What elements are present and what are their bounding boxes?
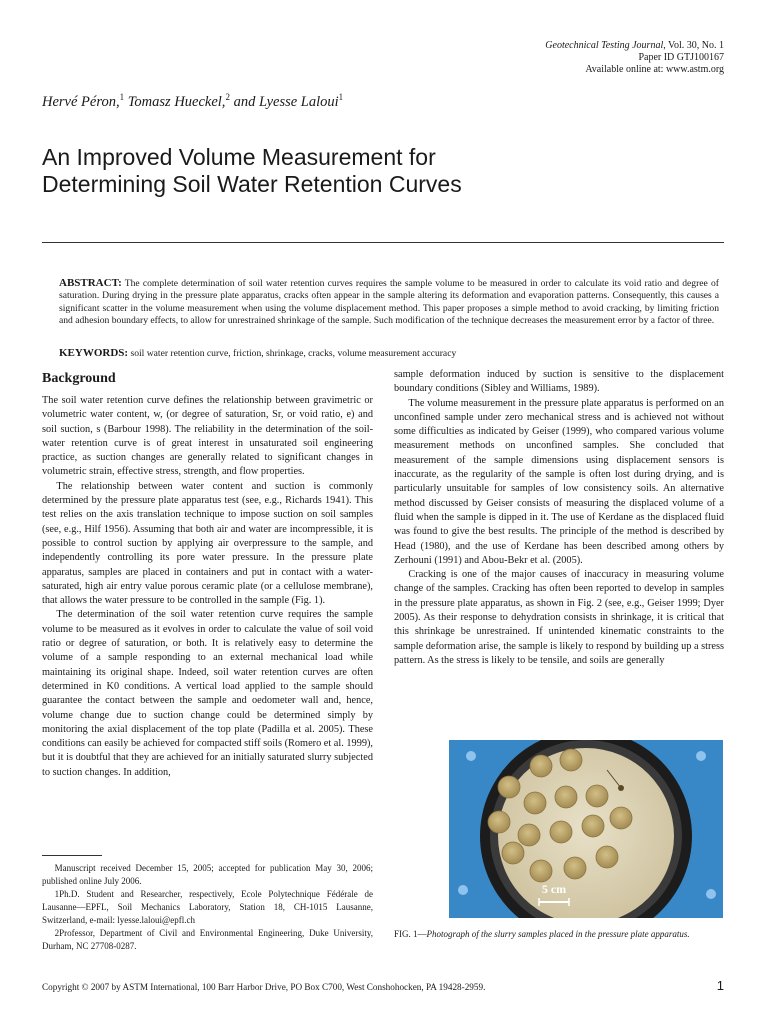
figure-caption — [394, 929, 724, 940]
body-paragraph: The determination of the soil water retention curve requires the sample volume to be measured as it evolves in order to calculate the value of soil void ratio or degree of saturation, or both. It is relatively easy to determine the volume of a sample responding to an external mechanical load while maintaining its original shape. Indeed, soil water retention curves are often determined in K0 conditions. A vertical load applied to the sample should guarantee the contact between the sample and oedometer wall and, hence, volume change due to suction change could be determined simply by monitoring the axial displacement of the top plate (Padilla et al. 2005). These conditions can easily be achieved for compacted stiff soils (Romero et al. 1999), but it is doubtful that they are achieved for an initially saturated slurry subjected to suction changes. In addition, — [42, 609, 373, 778]
pressure-plate-photo — [449, 740, 723, 918]
author-affiliation-mark: 2 — [225, 92, 230, 102]
title-divider — [42, 242, 724, 243]
journal-header — [545, 40, 724, 76]
figure-caption-text: Photograph of the slurry samples placed in the pressure plate apparatus. — [426, 929, 690, 939]
author-laloui: and Lyesse Laloui — [229, 93, 339, 110]
figure-caption-label: FIG. 1— — [394, 929, 427, 939]
body-column-right — [394, 368, 724, 668]
author-affiliation-mark: 1 — [338, 92, 344, 102]
abstract — [59, 277, 719, 328]
figure-1-photo — [449, 740, 723, 918]
section-heading: Background — [42, 371, 116, 386]
copyright-notice: Copyright © 2007 by ASTM International, 100 Barr Harbor Drive, PO Box C700, West Conshohocken, PA 19428-2959. — [42, 982, 486, 992]
footnote-divider — [42, 855, 102, 856]
journal-volume: , Vol. 30, No. 1 — [663, 40, 724, 51]
journal-citation — [545, 40, 724, 52]
body-paragraph: The relationship between water content and suction is commonly determined by the pressure plate apparatus test (see, e.g., Richards 1941). This test relies on the axis translation technique to impose suction on soil samples (see, e.g., Hilf 1956). Assuming that both air and water are incompressible, it is possible to control suction by applying air overpressure to the sample, and independently controlling its pore water pressure. In the pressure plate apparatus, samples are placed in containers and put in contact with a water-saturated, high air entry value porous ceramic plate (or a cellulose membrane), that allows the water pressure to be controlled in the sample (Fig. 1). — [42, 480, 373, 607]
abstract-text: The complete determination of soil water retention curves requires the sample volume to be measured in order to calculate its void ratio and degree of saturation. During drying in the pressure plate apparatus, cracks often appear in the sample altering its deformation and evaporation patterns. Consequently, this causes a significant scatter in the volume measurement when using the volume displacement method. This paper proposes a simple method to avoid cracking, by limiting friction and adhesion boundary effects, to allow for unrestrained shrinkage of the sample. Such modification of the technique decreases the measurement error by a factor of three. — [59, 278, 719, 327]
abstract-label: ABSTRACT: — [59, 277, 122, 289]
paper-title — [42, 144, 642, 198]
availability-note: Available online at: www.astm.org — [585, 64, 724, 75]
journal-name: Geotechnical Testing Journal — [545, 40, 664, 51]
footnote-affiliation-1: 1Ph.D. Student and Researcher, respectively, Ecole Polytechnique Fédérale de Lausanne—EPFL, Soil Mechanics Laboratory, Station 18, CH-1015 Lausanne, Switzerland, e-mail: lyesse.laloui@epfl.ch — [42, 889, 373, 925]
keywords-label: KEYWORDS: — [59, 347, 129, 359]
keywords-text: soil water retention curve, friction, shrinkage, cracks, volume measurement accuracy — [128, 348, 457, 359]
paper-id: Paper ID GTJ100167 — [638, 52, 724, 63]
author-hueckel: Tomasz Hueckel, — [124, 93, 226, 110]
author-affiliation-mark: 1 — [119, 92, 125, 102]
author-peron: Hervé Péron, — [42, 93, 120, 110]
body-paragraph: The soil water retention curve defines the relationship between gravimetric or volumetric water content, w, (or degree of saturation, Sr, or void ratio, e) and soil suction, s (Barbour 1998). The reliability in the determination of the soil-water retention curve is of great interest in unsaturated soil engineering practice, as suction changes are generally related to significant changes in volumetric strain, effective stress, strength, and flow properties. — [42, 395, 373, 478]
body-paragraph: Cracking is one of the major causes of inaccuracy in measuring volume change of the samples. Cracking has often been reported to develop in samples in the pressure plate apparatus, as shown in Fig. 2 (see, e.g., Geiser 1999; Dyer 2005). As their response to dehydration consists in shrinkage, it is critical that this shrinkage be unrestrained. If unintended kinematic constraints to the sample deformation arise, the sample is likely to respond by building up a stress pattern. As the stress is likely to be tensile, and soils are generally — [394, 569, 725, 666]
body-column-left — [42, 368, 373, 780]
body-paragraph: The volume measurement in the pressure plate apparatus is performed on an unconfined sample under zero mechanical stress and is achieved not without some difficulties as indicated by Geiser (1999), who compared various volume measurement methods on unconfined samples. She concluded that measurement of the sample dimensions using displacement sensors is inaccurate, as the regularity of the sample is often lost during drying, and is particularly unsuitable for samples of low consistency soils. An alternative method discussed by Geiser consists of measuring the displaced volume of a fluid when the sample is dipped in it. The use of Kerdane as the displaced fluid was found to give the best results. The principle of the method is described by Head (1980), and the use of Kerdane has been described among others by Zerhouni (1991) and Abou-Bekr et al. (2005). — [394, 397, 724, 566]
body-paragraph: sample deformation induced by suction is sensitive to the displacement boundary conditions (Sibley and Williams, 1989). — [394, 369, 724, 395]
footnote-manuscript: Manuscript received December 15, 2005; accepted for publication May 30, 2006; published online July 2006. — [42, 863, 373, 886]
author-list — [42, 92, 343, 111]
footnotes — [42, 862, 373, 953]
paper-title-line-2: Determining Soil Water Retention Curves — [42, 171, 462, 197]
footnote-affiliation-2: 2Professor, Department of Civil and Environmental Engineering, Duke University, Durham, NC 27708-0287. — [42, 928, 373, 951]
page-number: 1 — [716, 978, 724, 993]
paper-title-line-1: An Improved Volume Measurement for — [42, 144, 436, 170]
scale-bar-label: 5 cm — [541, 882, 567, 896]
keywords — [59, 347, 719, 360]
